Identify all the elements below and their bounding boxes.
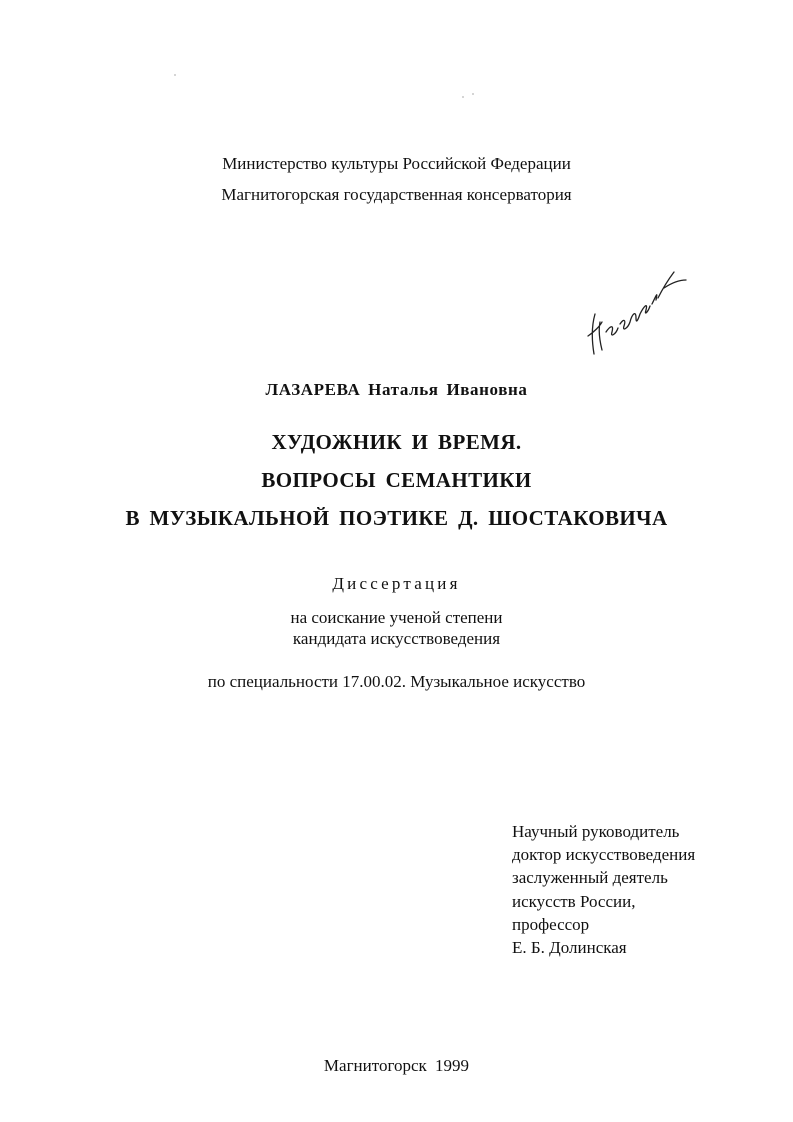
institution-name: Магнитогорская государственная консерватория <box>221 185 572 204</box>
supervisor-line: Научный руководитель <box>512 822 680 841</box>
title-line-1: ХУДОЖНИК И ВРЕМЯ. <box>271 430 522 454</box>
scan-speck <box>174 74 176 76</box>
degree-line-1: на соискание ученой степени <box>290 608 503 627</box>
supervisor-line: заслуженный деятель <box>512 868 668 888</box>
scan-speck <box>472 93 474 95</box>
specialty: по специальности 17.00.02. Музыкальное искусство <box>207 672 586 691</box>
supervisor-line: доктор искусствоведения <box>512 845 696 865</box>
author-name: ЛАЗАРЕВА Наталья Ивановна <box>265 380 528 399</box>
title-line-2: ВОПРОСЫ СЕМАНТИКИ <box>261 468 532 492</box>
title-line-3: В МУЗЫКАЛЬНОЙ ПОЭТИКЕ Д. ШОСТАКОВИЧА <box>125 506 668 530</box>
supervisor-line: Е. Б. Долинская <box>512 937 627 957</box>
supervisor-line: профессор <box>512 914 590 934</box>
ministry-name: Министерство культуры Российской Федерации <box>222 154 571 173</box>
scan-speck <box>462 96 464 98</box>
document-type: Диссертация <box>332 574 461 593</box>
supervisor-block <box>512 820 695 959</box>
handwritten-signature <box>578 262 688 362</box>
city-year: Магнитогорск 1999 <box>323 1056 470 1075</box>
supervisor-line: искусств России, <box>512 891 636 911</box>
degree-line-2: кандидата искусствоведения <box>292 629 501 648</box>
